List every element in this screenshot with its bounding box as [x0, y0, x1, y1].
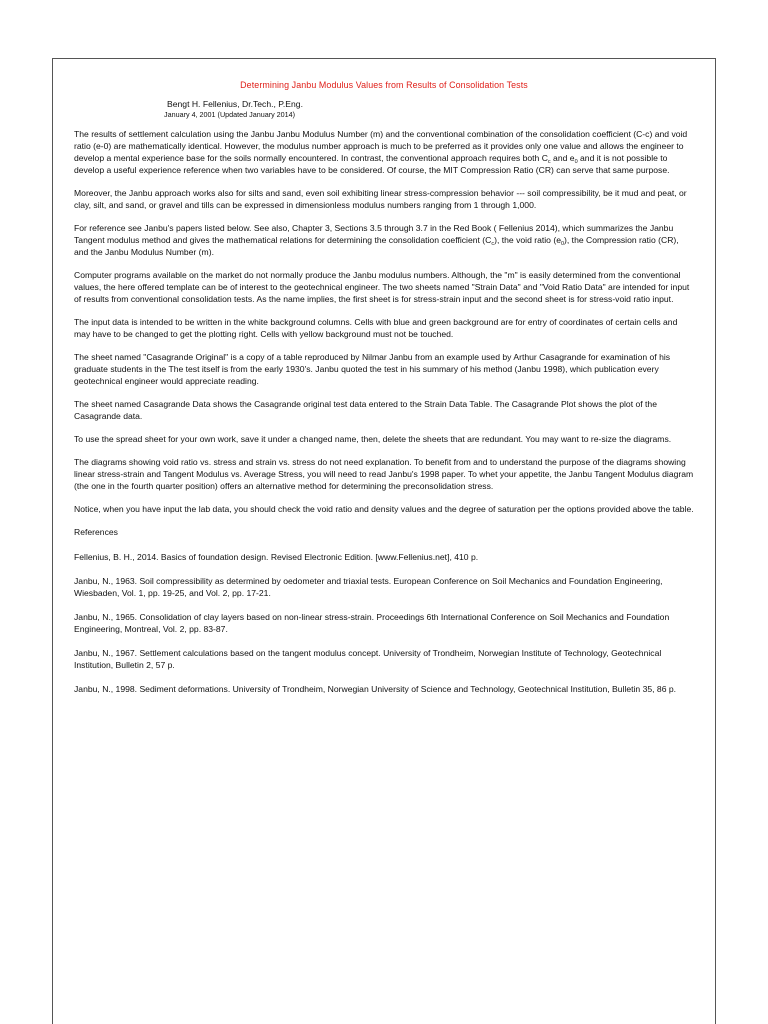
document-page — [52, 58, 716, 1024]
reference-item: Janbu, N., 1967. Settlement calculations based on the tangent modulus concept. University of Trondheim, Norwegian Institute of Technology, Geotechnical Institution, Bulletin 2, 57 p. — [74, 648, 662, 670]
paragraph-8: To use the spread sheet for your own work, save it under a changed name, then, delete the sheets that are redundant. You may want to re-size the diagrams. — [74, 434, 672, 444]
reference-item: Janbu, N., 1965. Consolidation of clay layers based on non-linear stress-strain. Proceedings 6th International Conference on Soil Mechanics and Foundation Engineering, Montreal, Vol. 2, pp. 83-87. — [74, 612, 670, 634]
paragraph-7: The sheet named Casagrande Data shows the Casagrande original test data entered to the Strain Data Table. The Casagrande Plot shows the plot of the Casagrande data. — [74, 399, 657, 421]
reference-item: Fellenius, B. H., 2014. Basics of foundation design. Revised Electronic Edition. [www.Fellenius.net], 410 p. — [74, 552, 479, 562]
paragraph-9: The diagrams showing void ratio vs. stress and strain vs. stress do not need explanation. To benefit from and to understand the purpose of the diagrams showing linear stress-strain and Tangent Modulus vs. Average Stress, you will need to read Janbu's 1998 paper. To whet your appetite, the Janbu Tangent Modulus diagram (the one in the fourth quarter position) offers an alternative method for determining the preconsolidation stress. — [74, 457, 694, 491]
paragraph-2: Moreover, the Janbu approach works also for silts and sand, even soil exhibiting linear stress-compression behavior --- soil compressibility, be it mud and peat, or clay, silt, and sand, or gravel and tills can be expressed in dimensionless modulus numbers ranging from 1 through 1,000. — [74, 188, 687, 210]
paragraph-1: The results of settlement calculation using the Janbu Janbu Modulus Number (m) and the conventional combination of the consolidation coefficient (C-c) and void ratio (e-0) are mathematically identical. However, the modulus number approach is much to be preferred as it provides only one value and allows the engineer to develop a mental experience base for the soils normally encountered. In contrast, the conventional approach requires both $C_c$ and $e_0$ and it is not possible to develop a useful experience reference when two variables have to be considered. Of course, the MIT Compression Ratio (CR) can serve that same purpose. — [74, 129, 688, 175]
author-line: Bengt H. Fellenius, Dr.Tech., P.Eng. — [167, 99, 303, 109]
document-content — [74, 79, 694, 707]
references-heading: References — [74, 527, 118, 537]
paragraph-3: For reference see Janbu's papers listed below. See also, Chapter 3, Sections 3.5 through 3.7 in the Red Book ( Fellenius 2014), which summarizes the Janbu Tangent modulus method and gives the mathematical relations for determining the consolidation coefficient $(C_c)$, the void ratio $(e_0)$, the Compression ratio (CR), and the Janbu Modulus Number (m). — [74, 223, 679, 257]
paragraph-5: The input data is intended to be written in the white background columns. Cells with blue and green background are for entry of coordinates of certain cells and may have to be changed to get the plotting right. Cells with yellow background must not be touched. — [74, 317, 678, 339]
paragraph-4: Computer programs available on the market do not normally produce the Janbu modulus numbers. Although, the "m" is easily determined from the conventional values, the here offered template can be of interest to the geotechnical engineer. The two sheets named "Strain Data" and "Void Ratio Data" are intended for input of results from conventional consolidation tests. As the name implies, the first sheet is for stress-strain input and the second sheet is for stress-void ratio input. — [74, 270, 690, 304]
date-line: January 4, 2001 (Updated January 2014) — [164, 110, 296, 119]
reference-item: Janbu, N., 1963. Soil compressibility as determined by oedometer and triaxial tests. European Conference on Soil Mechanics and Foundation Engineering, Wiesbaden, Vol. 1, pp. 19-25, and Vol. 2, pp. 17-21. — [74, 576, 663, 598]
paragraph-6: The sheet named "Casagrande Original" is a copy of a table reproduced by Nilmar Janbu from an example used by Arthur Casagrande for examination of his graduate students in the The test itself is from the early 1930's. Janbu quoted the test in his summary of his method (Janbu 1998), which publication every geotechnical engineer would appreciate reading. — [74, 352, 671, 386]
paragraph-10: Notice, when you have input the lab data, you should check the void ratio and density values and the degree of saturation per the options provided above the table. — [74, 504, 694, 514]
document-title: Determining Janbu Modulus Values from Results of Consolidation Tests — [240, 80, 528, 90]
reference-item: Janbu, N., 1998. Sediment deformations. University of Trondheim, Norwegian University of Science and Technology, Geotechnical Institution, Bulletin 35, 86 p. — [74, 684, 677, 694]
